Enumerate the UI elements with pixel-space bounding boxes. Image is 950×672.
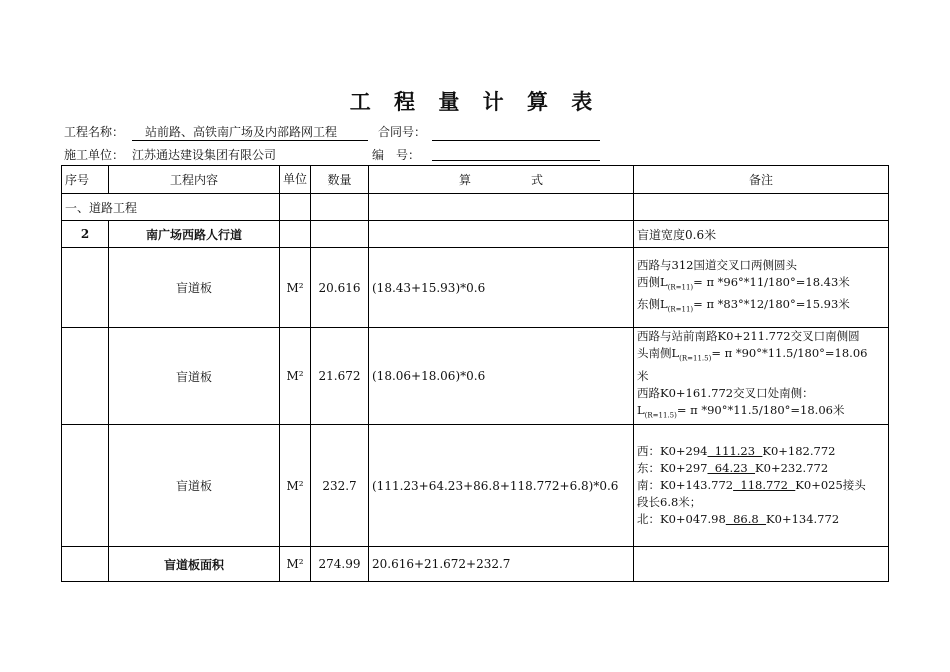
total-unit: M² — [280, 547, 311, 582]
row1-note: 西路与312国道交叉口两侧圆头 西侧$L_{(R=11)}= \pi$ *96°*11/180°=18.43米 东侧$L_{(R=11)}= \pi$ *83°*12/180°=15.93米 — [634, 248, 889, 328]
project-value: 站前路、高铁南广场及内部路网工程 — [145, 125, 338, 139]
row3-unit: M² — [280, 425, 311, 547]
row3-qty: 232.7 — [311, 425, 369, 547]
table-row — [62, 328, 889, 425]
row1-unit: M² — [280, 248, 311, 328]
row2-note: 西路与站前南路K0+211.772交叉口南侧圆 头南侧$L_{(R=11.5)}= \pi$ *90°*11.5/180°=18.06 米 西路K0+161.772交叉口处南侧： $L_{(R=11.5)}= \pi$ *90°*11.5/180°=18.06米 — [634, 328, 889, 425]
table-row — [62, 248, 889, 328]
total-formula: 20.616+21.672+232.7 — [369, 547, 634, 582]
row1-content: 盲道板 — [109, 248, 280, 328]
row1-formula: (18.43+15.93)*0.6 — [369, 248, 634, 328]
row2-formula: (18.06+18.06)*0.6 — [369, 328, 634, 425]
number-underline — [432, 160, 600, 161]
total-content: 盲道板面积 — [109, 547, 280, 582]
item-no: 2 — [62, 221, 109, 248]
table-header-row — [62, 166, 889, 194]
row3-formula: (111.23+64.23+86.8+118.772+6.8)*0.6 — [369, 425, 634, 547]
col-header-formula: 算 式 — [369, 166, 634, 194]
number-label: 编 号： — [372, 148, 421, 162]
contract-label: 合同号： — [378, 125, 427, 139]
section-row — [62, 194, 889, 221]
row2-content: 盲道板 — [109, 328, 280, 425]
row2-unit: M² — [280, 328, 311, 425]
contractor-value: 江苏通达建设集团有限公司 — [132, 148, 277, 162]
project-label: 工程名称： — [64, 125, 125, 139]
col-header-note: 备注 — [634, 166, 889, 194]
total-qty: 274.99 — [311, 547, 369, 582]
row3-note: 西：K0+294 111.23 K0+182.772 东：K0+297 64.23 K0+232.772 南：K0+143.772 118.772 K0+025接头 段长6.8米； 北：K0+047.98 86.8 K0+134.772 — [634, 425, 889, 547]
row1-qty: 20.616 — [311, 248, 369, 328]
item-row — [62, 221, 889, 248]
calculation-table — [61, 165, 889, 582]
item-note: 盲道宽度0.6米 — [634, 221, 889, 248]
row3-content: 盲道板 — [109, 425, 280, 547]
page-title: 工 程 量 计 算 表 — [349, 89, 601, 114]
section-label: 一、道路工程 — [62, 194, 280, 221]
row2-qty: 21.672 — [311, 328, 369, 425]
contractor-label: 施工单位： — [64, 148, 125, 162]
col-header-content: 工程内容 — [109, 166, 280, 194]
col-header-no: 序号 — [62, 166, 109, 194]
table-row — [62, 425, 889, 547]
col-header-qty: 数量 — [311, 166, 369, 194]
project-underline — [132, 140, 368, 141]
contract-underline — [432, 140, 600, 141]
total-row — [62, 547, 889, 582]
item-content: 南广场西路人行道 — [109, 221, 280, 248]
col-header-unit: 单位 — [280, 166, 311, 194]
